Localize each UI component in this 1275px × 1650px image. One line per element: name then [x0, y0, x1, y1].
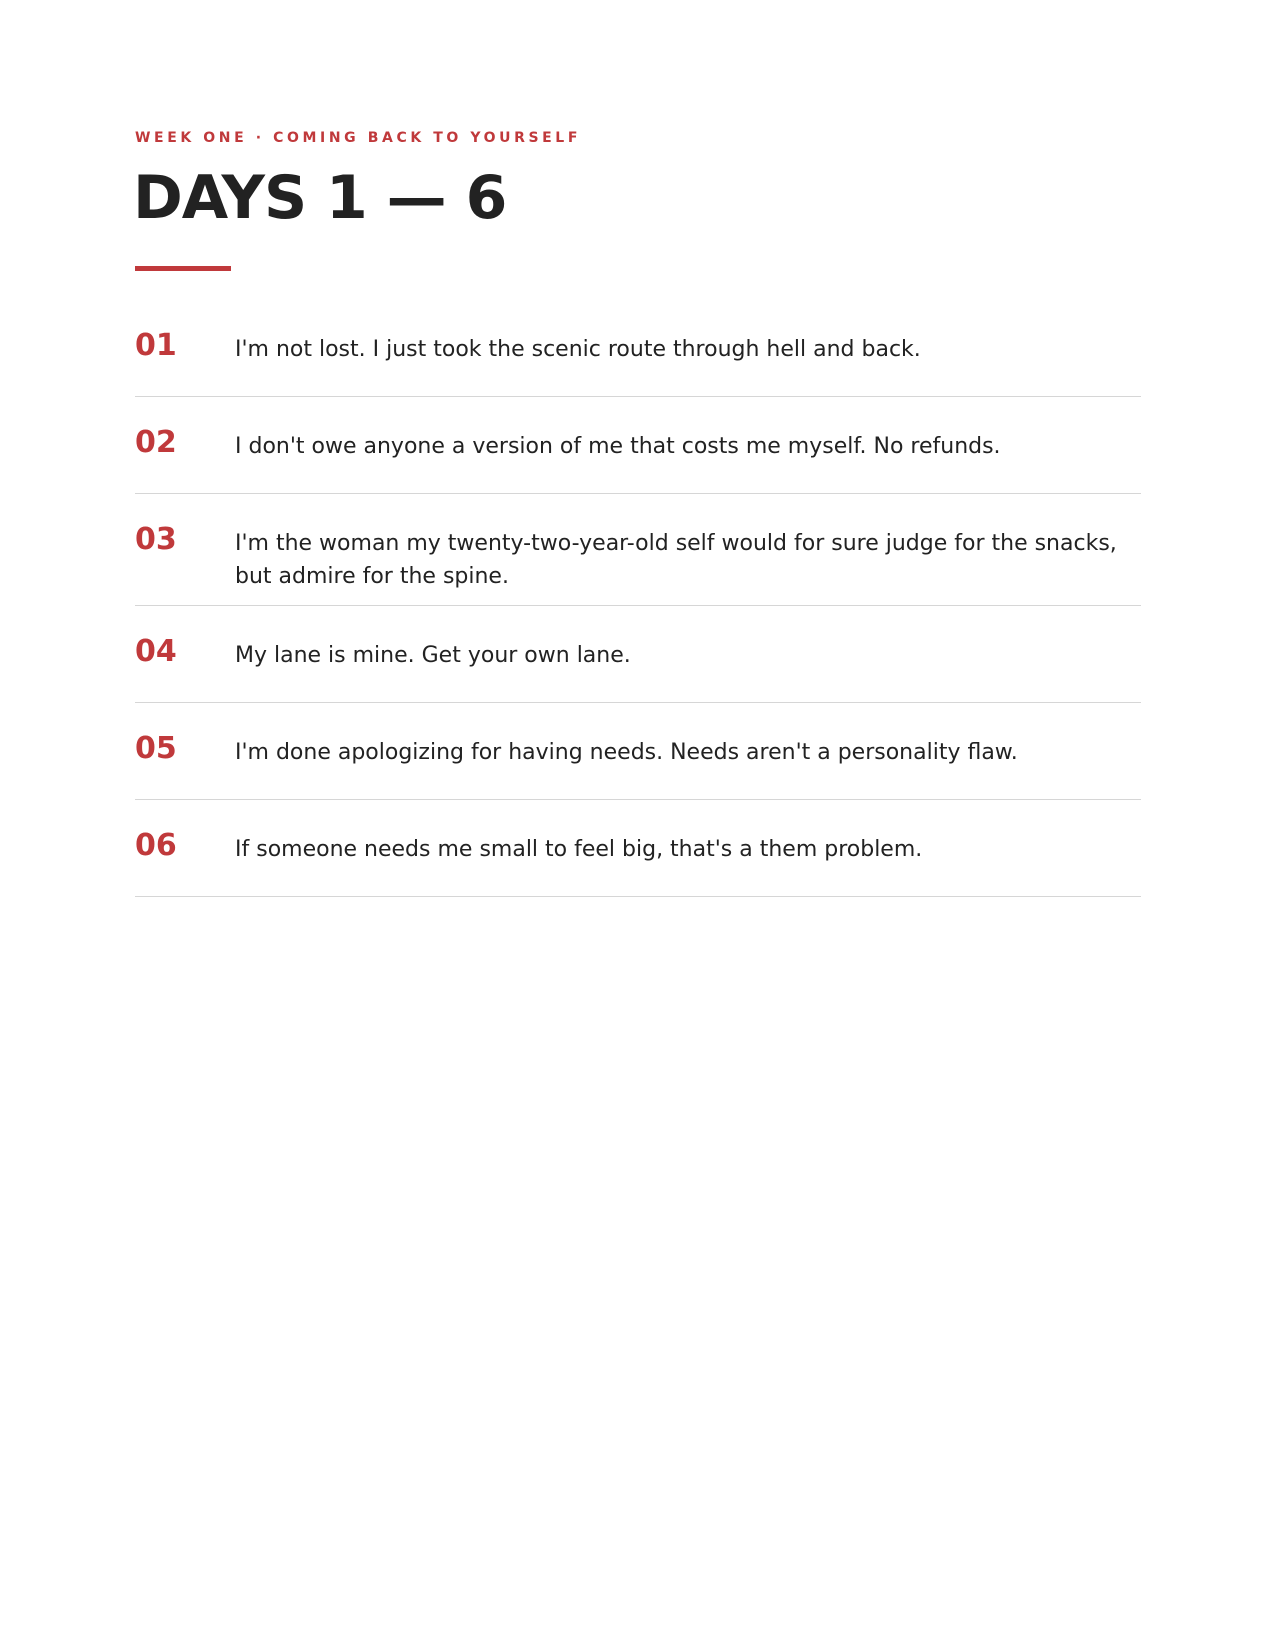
list-item [135, 494, 1141, 606]
affirmation-list [135, 300, 1141, 897]
item-number: 01 [135, 328, 177, 363]
item-text: I'm done apologizing for having needs. Needs aren't a personality flaw. [235, 740, 1018, 765]
item-text: I'm not lost. I just took the scenic route through hell and back. [235, 337, 921, 362]
item-text: My lane is mine. Get your own lane. [235, 643, 631, 668]
item-text: I don't owe anyone a version of me that costs me myself. No refunds. [235, 434, 1001, 459]
item-number: 03 [135, 522, 177, 557]
page-title: DAYS 1 — 6 [133, 163, 507, 233]
list-item [135, 703, 1141, 800]
list-item [135, 300, 1141, 397]
eyebrow-label: WEEK ONE · COMING BACK TO YOURSELF [135, 130, 581, 146]
item-text: I'm the woman my twenty-two-year-old self would for sure judge for the snacks, but admire for the spine. [235, 531, 1117, 589]
list-item [135, 397, 1141, 494]
item-number: 02 [135, 425, 177, 460]
item-number: 04 [135, 634, 177, 669]
item-text: If someone needs me small to feel big, that's a them problem. [235, 837, 923, 862]
item-number: 05 [135, 731, 177, 766]
list-item [135, 606, 1141, 703]
item-number: 06 [135, 828, 177, 863]
list-item [135, 800, 1141, 897]
title-accent-rule [135, 266, 231, 271]
